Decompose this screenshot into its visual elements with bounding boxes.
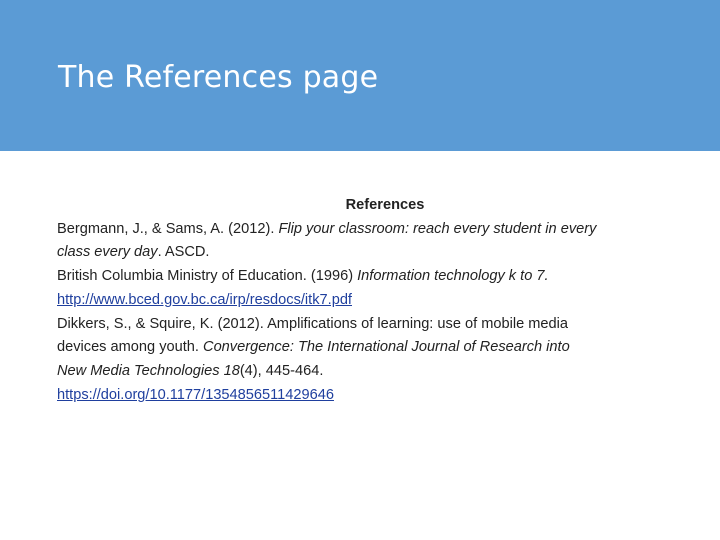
reference-text: (4), 445-464. <box>239 362 324 379</box>
reference-text: Dikkers, S., & Squire, K. (2012). Amplifications of learning: use of mobile media <box>57 315 569 332</box>
reference-line <box>57 218 677 242</box>
reference-link-bced[interactable]: http://www.bced.gov.bc.ca/irp/resdocs/itk7.pdf <box>57 291 352 308</box>
reference-line <box>57 241 677 265</box>
slide-title: The References page <box>58 60 379 95</box>
reference-text: Bergmann, J., & Sams, A. (2012). <box>57 220 279 237</box>
reference-title-italic: Convergence: The International Journal of Research into <box>203 339 570 356</box>
reference-text: British Columbia Ministry of Education. (1996) <box>57 268 358 285</box>
references-section <box>57 194 677 407</box>
reference-title-italic: Information technology k to 7. <box>357 268 549 285</box>
reference-line <box>57 265 677 289</box>
reference-line <box>57 313 677 337</box>
slide-header-band <box>0 0 720 151</box>
reference-line <box>57 336 677 360</box>
reference-entry-bergmann <box>57 218 677 265</box>
references-heading: References <box>345 197 425 213</box>
reference-line <box>57 360 677 384</box>
reference-title-italic: New Media Technologies 18 <box>57 362 240 379</box>
reference-link-doi[interactable]: https://doi.org/10.1177/1354856511429646 <box>57 386 334 403</box>
reference-title-italic: class every day <box>57 244 158 261</box>
reference-text: devices among youth. <box>57 339 204 356</box>
reference-line <box>57 289 677 313</box>
reference-line <box>57 384 677 408</box>
reference-text: . ASCD. <box>157 244 210 261</box>
reference-title-italic: Flip your classroom: reach every student in every <box>278 220 597 237</box>
reference-entry-bc-ministry <box>57 265 677 312</box>
reference-entry-dikkers <box>57 313 677 408</box>
